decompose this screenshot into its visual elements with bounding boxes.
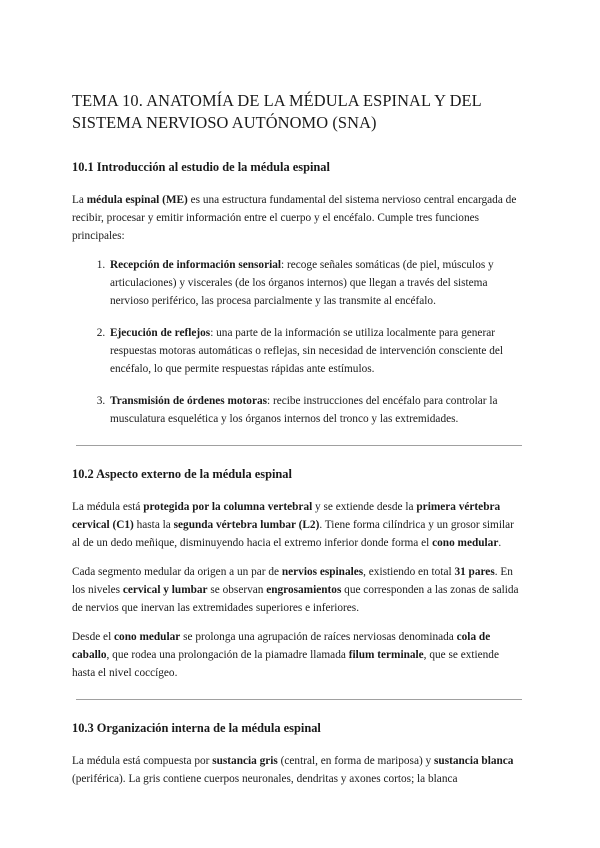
- list-item: 2. Ejecución de reflejos: una parte de la información se utiliza localmente para generar respuestas motoras automáticas o reflejas, sin necesidad de intervención consciente del encéfalo, lo que permite respuestas rápidas ante estímulos.: [108, 324, 522, 378]
- functions-list: [72, 256, 522, 428]
- section-heading: 10.2 Aspecto externo de la médula espinal: [72, 467, 292, 481]
- paragraph: La médula está protegida por la columna vertebral y se extiende desde la primera vértebra cervical (C1) hasta la segunda vértebra lumbar (L2). Tiene forma cilíndrica y un grosor similar al de un dedo meñique, disminuyendo hacia el extremo inferior donde forma el cono medular.: [72, 501, 514, 549]
- section-10-2: [72, 466, 522, 682]
- paragraph: La médula está compuesta por sustancia gris (central, en forma de mariposa) y sustancia blanca (periférica). La gris contiene cuerpos neuronales, dendritas y axones cortos; la blanca: [72, 755, 514, 785]
- section-10-3: [72, 720, 522, 788]
- paragraph: Desde el cono medular se prolonga una agrupación de raíces nerviosas denominada cola de caballo, que rodea una prolongación de la piamadre llamada filum terminale, que se extiende hasta el nivel coccígeo.: [72, 631, 499, 679]
- section-10-1: [72, 159, 522, 428]
- section-heading: 10.1 Introducción al estudio de la médula espinal: [72, 160, 330, 174]
- paragraph: La médula espinal (ME) es una estructura fundamental del sistema nervioso central encargada de recibir, procesar y emitir información entre el cuerpo y el encéfalo. Cumple tres funciones principales:: [72, 194, 517, 242]
- document-title: [72, 90, 522, 134]
- paragraph: Cada segmento medular da origen a un par de nervios espinales, existiendo en total 31 pares. En los niveles cervical y lumbar se observan engrosamientos que corresponden a las zonas de salida de nervios que inervan las extremidades superiores e inferiores.: [72, 566, 519, 614]
- section-divider: [76, 699, 522, 700]
- section-divider: [76, 445, 522, 446]
- section-heading: 10.3 Organización interna de la médula espinal: [72, 721, 321, 735]
- list-item: 3. Transmisión de órdenes motoras: recibe instrucciones del encéfalo para controlar la musculatura esquelética y los órganos internos del tronco y las extremidades.: [108, 392, 522, 428]
- title-line-1: TEMA 10. ANATOMÍA DE LA MÉDULA ESPINAL Y DEL: [72, 91, 482, 110]
- title-line-2: SISTEMA NERVIOSO AUTÓNOMO (SNA): [72, 113, 377, 132]
- list-item: 1. Recepción de información sensorial: recoge señales somáticas (de piel, músculos y articulaciones) y viscerales (de los órganos internos) que llegan a través del sistema nervioso periférico, las procesa parcialmente y las transmite al encéfalo.: [108, 256, 522, 310]
